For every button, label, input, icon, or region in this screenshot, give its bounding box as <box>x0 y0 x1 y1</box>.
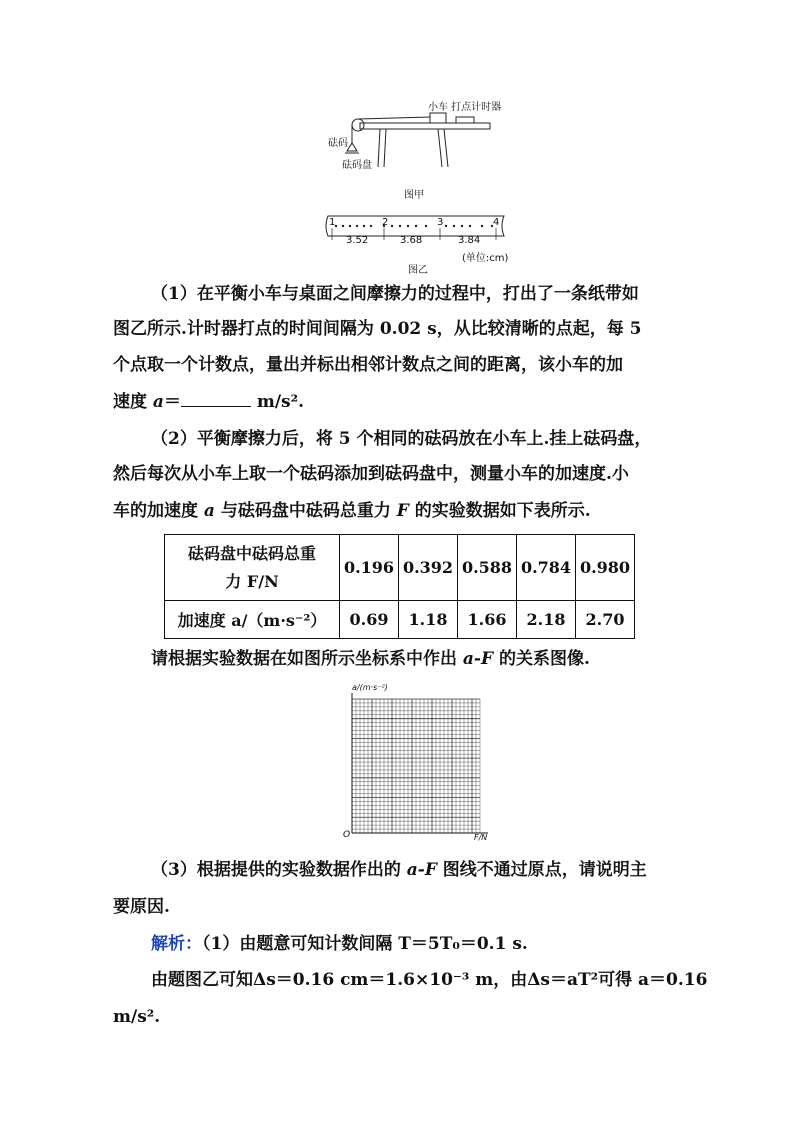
q3-line1-a: （3）根据提供的实验数据作出的 <box>151 860 407 880</box>
table-cell: 0.784 <box>517 535 576 601</box>
table-cell: 1.66 <box>458 601 517 639</box>
table-header-accel: 加速度 a/（m·s⁻²） <box>165 601 340 639</box>
q2-var-a: a <box>203 501 215 521</box>
table-header-force-line1: 砝码盘中砝码总重 <box>187 543 316 563</box>
answer-blank[interactable] <box>181 391 251 407</box>
q1-line4 <box>113 391 304 413</box>
q3-var: a-F <box>406 860 437 880</box>
graph-x-label: F/N <box>474 833 488 842</box>
solution-line1-text: （1）由题意可知计数间隔 T＝5T₀＝0.1 s. <box>202 934 528 954</box>
table-cell: 0.980 <box>576 535 635 601</box>
q2-var-f: F <box>396 501 409 521</box>
label-car-timer: 小车 打点计时器 <box>428 102 502 113</box>
q2-line2: 然后每次从小车上取一个砝码添加到砝码盘中，测量小车的加速度.小 <box>113 464 629 484</box>
label-weight: 砝码 <box>328 138 348 149</box>
label-pan: 砝码盘 <box>342 160 372 171</box>
tape-distance-1: 3.52 <box>346 235 369 246</box>
q2-line3-b: 与砝码盘中砝码总重力 <box>214 501 397 521</box>
q1-line3: 个点取一个计数点，量出并标出相邻计数点之间的距离，该小车的加 <box>113 355 623 375</box>
caption-yi: 图乙 <box>408 265 428 276</box>
q2-line3-a: 车的加速度 <box>113 501 204 521</box>
table-cell: 0.392 <box>399 535 458 601</box>
q1-unit: m/s². <box>250 392 304 412</box>
q3-line2: 要原因. <box>113 897 170 917</box>
q3-line1-b: 图线不通过原点，请说明主 <box>436 860 647 880</box>
data-table <box>164 534 635 639</box>
graph-y-label: a/(m·s⁻²) <box>352 683 388 692</box>
solution-label: 解析： <box>151 934 202 954</box>
q2-after-table <box>151 648 590 670</box>
table-cell: 2.70 <box>576 601 635 639</box>
tape-distance-2: 3.68 <box>400 235 423 246</box>
tape-mark-3: 3 <box>437 217 444 228</box>
q2-line3 <box>113 500 591 522</box>
graph-paper[interactable] <box>340 685 490 845</box>
q1-line2: 图乙所示.计时器打点的时间间隔为 0.02 s，从比较清晰的点起，每 5 <box>113 319 642 339</box>
table-cell: 0.588 <box>458 535 517 601</box>
q1-var-a: a <box>152 392 164 412</box>
q1-line1: （1）在平衡小车与桌面之间摩擦力的过程中，打出了一条纸带如 <box>151 284 639 304</box>
tape-mark-4: 4 <box>493 217 500 228</box>
q2-after-var: a-F <box>462 649 494 669</box>
q2-after-a: 请根据实验数据在如图所示坐标系中作出 <box>151 649 463 669</box>
table-row <box>165 601 635 639</box>
tape-distance-3: 3.84 <box>458 235 481 246</box>
solution-line3: m/s². <box>113 1007 161 1027</box>
solution-line2: 由题图乙可知Δs＝0.16 cm＝1.6×10⁻³ m，由Δs＝aT²可得 a＝0.16 <box>151 970 708 990</box>
q1-eq: ＝ <box>163 392 181 412</box>
tape-mark-2: 2 <box>382 217 389 228</box>
q2-line3-c: 的实验数据如下表所示. <box>408 501 591 521</box>
solution-line1 <box>151 933 528 955</box>
q1-line4-pre: 速度 <box>113 392 153 412</box>
tape-mark-1: 1 <box>329 217 336 228</box>
table-cell: 1.18 <box>399 601 458 639</box>
q3-line1 <box>151 859 647 881</box>
graph-origin: O <box>343 830 351 840</box>
caption-jia: 图甲 <box>404 190 424 201</box>
q2-after-b: 的关系图像. <box>493 649 590 669</box>
table-cell: 0.196 <box>340 535 399 601</box>
table-cell: 0.69 <box>340 601 399 639</box>
table-cell: 2.18 <box>517 601 576 639</box>
tape-unit: (单位:cm) <box>462 253 509 264</box>
table-row <box>165 535 635 601</box>
table-header-force-line2: 力 F/N <box>225 571 279 591</box>
q2-line1: （2）平衡摩擦力后，将 5 个相同的砝码放在小车上.挂上砝码盘， <box>151 429 652 449</box>
table-header-force <box>165 535 340 601</box>
